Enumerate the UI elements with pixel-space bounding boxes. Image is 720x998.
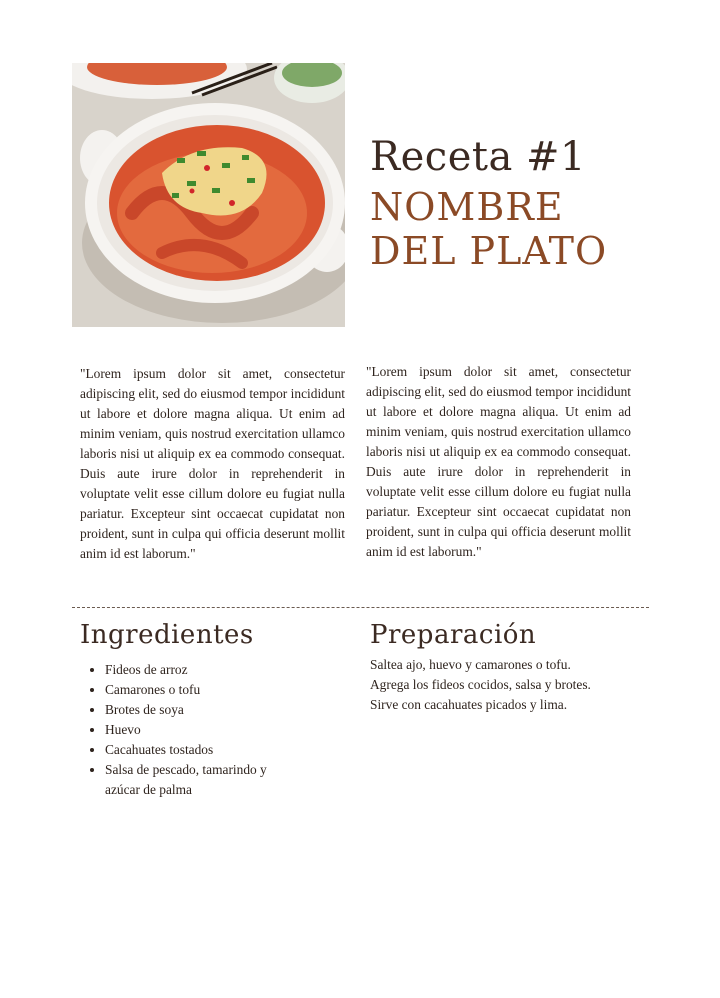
preparation-step: Saltea ajo, huevo y camarones o tofu. — [370, 657, 571, 672]
dish-name-line-2: DEL PLATO — [370, 229, 608, 273]
preparation-step: Agrega los fideos cocidos, salsa y brotes. — [370, 677, 591, 692]
preparation-title: Preparación — [370, 620, 537, 650]
ingredients-title: Ingredientes — [80, 620, 254, 650]
ingredient-item: • Fideos de arroz — [105, 660, 305, 680]
intro-paragraph-left: "Lorem ipsum dolor sit amet, consectetur adipiscing elit, sed do eiusmod tempor incididunt ut labore et dolore magna aliqua. Ut enim ad minim veniam, quis nostrud exercitation ullamco laboris nisi ut aliquip ex ea commodo consequat. Duis aute irure dolor in reprehenderit in voluptate velit esse cillum dolore eu fugiat nulla pariatur. Excepteur sint occaecat cupidatat non proident, sunt in culpa qui officia deserunt mollit anim id est laborum." — [80, 366, 345, 561]
ingredient-item: • Cacahuates tostados — [105, 740, 305, 760]
ingredient-item: • Salsa de pescado, tamarindo y azúcar de palma — [105, 760, 305, 800]
ingredient-item: • Huevo — [105, 720, 305, 740]
title-block — [370, 133, 607, 273]
dish-name-line-1: NOMBRE — [370, 185, 564, 229]
ingredients-list — [90, 660, 305, 800]
preparation-steps — [370, 655, 650, 715]
food-photo-icon — [72, 63, 345, 327]
recipe-photo — [72, 63, 345, 327]
intro-paragraph-right: "Lorem ipsum dolor sit amet, consectetur adipiscing elit, sed do eiusmod tempor incididunt ut labore et dolore magna aliqua. Ut enim ad minim veniam, quis nostrud exercitation ullamco laboris nisi ut aliquip ex ea commodo consequat. Duis aute irure dolor in reprehenderit in voluptate velit esse cillum dolore eu fugiat nulla pariatur. Excepteur sint occaecat cupidatat non proident, sunt in culpa qui officia deserunt mollit anim id est laborum." — [366, 364, 631, 559]
ingredient-item: • Camarones o tofu — [105, 680, 305, 700]
dish-name — [370, 185, 607, 273]
ingredient-item: • Brotes de soya — [105, 700, 305, 720]
preparation-step: Sirve con cacahuates picados y lima. — [370, 697, 568, 712]
recipe-number: Receta #1 — [370, 134, 586, 180]
section-divider — [72, 607, 649, 608]
